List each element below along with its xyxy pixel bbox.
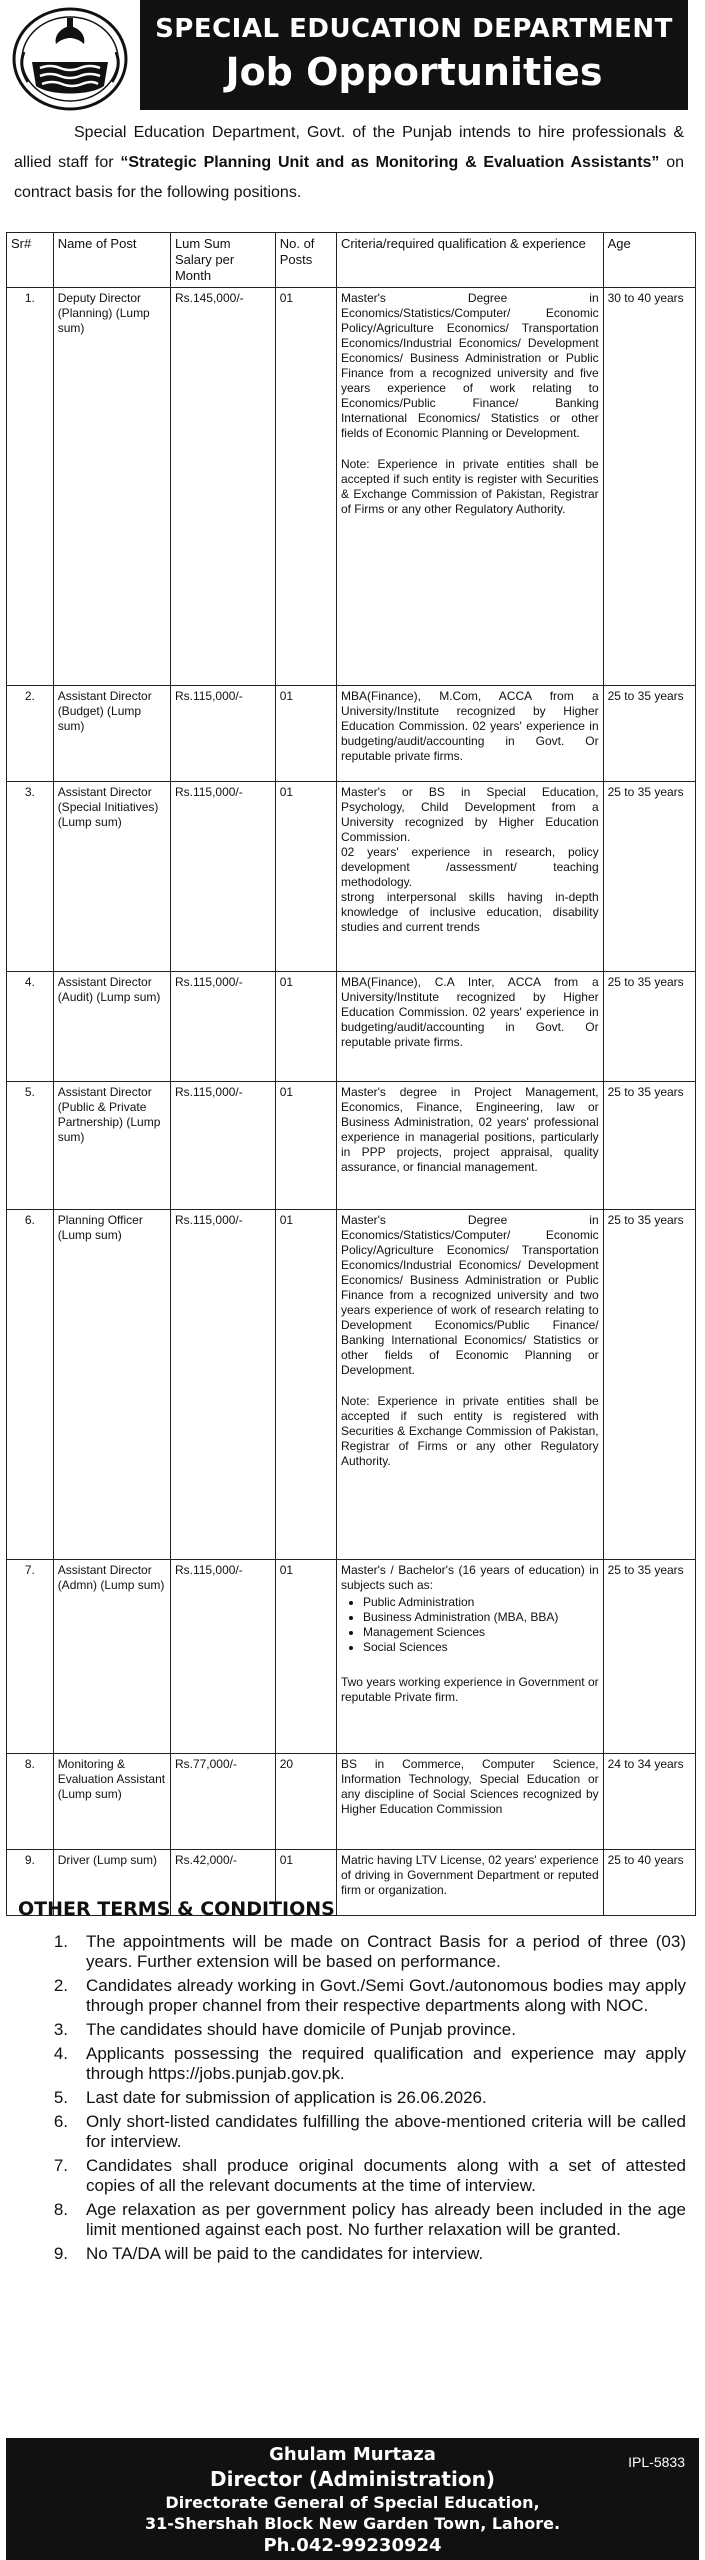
criteria-text: Master's Degree in Economics/Statistics/Computer/ Economic Policy/Agriculture Economics/ Transportation Economics/Industrial Economics/ Development Economics/ Business Administration or Public Finance from a recognized university and two years experience of work of research relating to Development Economics/Public Finance/ Banking International Economics/ Statistics or other fields of Economic Planning or Development. [340,1213,599,1377]
table-row [7,1082,696,1210]
term-text: No TA/DA will be paid to the candidates for interview. [86,2244,484,2263]
row-post-name: Assistant Director (Budget) (Lump sum) [53,686,170,782]
row-sr: 7. [7,1560,54,1754]
row-age: 30 to 40 years [603,288,695,686]
row-age: 25 to 40 years [603,1850,695,1916]
punjab-emblem-logo [10,6,130,112]
term-text: Age relaxation as per government policy has already been included in the age limit mentioned against each post. No further relaxation will be granted. [86,2200,686,2239]
row-criteria [336,1560,603,1754]
phone-number: Ph.042-99230924 [263,2535,442,2556]
row-posts: 01 [275,686,336,782]
table-row [7,972,696,1082]
row-salary: Rs.115,000/- [170,686,275,782]
term-number: 2. [53,1976,68,1995]
col-header-posts: No. of Posts [275,233,336,288]
intro-text-end: on contract basis for the following positions. [14,154,685,201]
signatory-name: Ghulam Murtaza [269,2444,436,2465]
list-item [18,2200,686,2240]
row-criteria: MBA(Finance), M.Com, ACCA from a University/Institute recognized by Higher Education Commission. 02 years' experience in budgeting/audit/accounting in Govt. Or reputable private firms. [336,686,603,782]
ipl-code: IPL-5833 [628,2454,685,2470]
row-age: 24 to 34 years [603,1754,695,1850]
criteria-note: Note: Experience in private entities shall be accepted if such entity is register with Securities & Exchange Commission of Pakistan, Registrar of Firms or any other Regulatory Authority. [340,457,599,516]
subjects-list [363,1595,599,1655]
list-item: • Business Administration (MBA, BBA) [363,1610,599,1625]
row-posts: 01 [275,288,336,686]
col-header-name: Name of Post [53,233,170,288]
col-header-sr: Sr# [7,233,54,288]
row-age: 25 to 35 years [603,782,695,972]
criteria-text: Master's or BS in Special Education, Psychology, Child Development from a University recognized by Higher Education Commission. [340,785,599,844]
row-age: 25 to 35 years [603,972,695,1082]
list-item [18,2088,686,2108]
col-header-salary: Lum Sum Salary per Month [170,233,275,288]
term-text: The candidates should have domicile of Punjab province. [86,2020,516,2039]
list-item [18,2020,686,2040]
row-post-name: Assistant Director (Audit) (Lump sum) [53,972,170,1082]
row-posts: 01 [275,1210,336,1560]
term-number: 4. [53,2044,68,2063]
row-criteria: Matric having LTV License, 02 years' experience of driving in Government Department or reputed firm or organization. [336,1850,603,1916]
criteria-text: Master's / Bachelor's (16 years of education) in subjects such as: [340,1563,599,1592]
row-sr: 1. [7,288,54,686]
term-number: 7. [53,2156,68,2175]
row-post-name: Assistant Director (Special Initiatives) (Lump sum) [53,782,170,972]
term-number: 8. [53,2200,68,2219]
list-item [18,2244,686,2264]
table-row [7,1560,696,1754]
criteria-text-2: 02 years' experience in research, policy development /assessment/ teaching methodology. [340,845,599,889]
term-number: 6. [53,2112,68,2131]
criteria-text: Master's Degree in Economics/Statistics/Computer/ Economic Policy/Agriculture Economics/ Transportation Economics/Industrial Economics/ Development Economics/ Business Administration or Public Finance from a recognized university and five years experience of work relating to Economics/Public Finance/ Banking International Economics/ Statistics or other fields of Economic Planning or Development. [340,291,599,440]
row-posts: 01 [275,1082,336,1210]
row-age: 25 to 35 years [603,1560,695,1754]
row-posts: 20 [275,1754,336,1850]
term-text: Last date for submission of application is 26.06.2026. [86,2088,487,2107]
row-sr: 8. [7,1754,54,1850]
table-header-row [7,233,696,288]
list-item [18,2112,686,2152]
row-sr: 3. [7,782,54,972]
row-posts: 01 [275,1850,336,1916]
list-item [18,1976,686,2016]
list-item: • Management Sciences [363,1625,599,1640]
term-number: 3. [53,2020,68,2039]
row-post-name: Assistant Director (Admn) (Lump sum) [53,1560,170,1754]
term-text: Applicants possessing the required qualification and experience may apply through https://jobs.punjab.gov.pk. [86,2044,686,2083]
col-header-criteria: Criteria/required qualification & experience [336,233,603,288]
row-posts: 01 [275,972,336,1082]
terms-list [18,1932,686,2268]
row-post-name: Driver (Lump sum) [53,1850,170,1916]
table-row [7,288,696,686]
row-post-name: Assistant Director (Public & Private Partnership) (Lump sum) [53,1082,170,1210]
criteria-note: Note: Experience in private entities shall be accepted if such entity is registered with Securities & Exchange Commission of Pakistan, Registrar of Firms or any other Regulatory Authority. [340,1394,599,1468]
header-banner [140,0,688,110]
term-number: 9. [53,2244,68,2263]
row-age: 25 to 35 years [603,1082,695,1210]
row-sr: 4. [7,972,54,1082]
row-criteria [336,782,603,972]
row-sr: 2. [7,686,54,782]
criteria-text-3: strong interpersonal skills having in-depth knowledge of inclusive education, disability studies and current trends [340,890,599,934]
table-row [7,1754,696,1850]
table-row [7,686,696,782]
list-item: • Social Sciences [363,1640,599,1655]
table-row [7,782,696,972]
row-criteria: MBA(Finance), C.A Inter, ACCA from a University/Institute recognized by Higher Education Commission. 02 years' experience in budgeting/audit/accounting in Govt. Or reputable private firms. [336,972,603,1082]
intro-bold-text: “Strategic Planning Unit and as Monitoring & Evaluation Assistants” [120,154,660,171]
term-text: The appointments will be made on Contract Basis for a period of three (03) years. Further extension will be based on performance. [86,1932,686,1971]
signatory-designation: Director (Administration) [210,2467,495,2491]
row-criteria [336,288,603,686]
row-salary: Rs.77,000/- [170,1754,275,1850]
list-item: • Public Administration [363,1595,599,1610]
row-salary: Rs.115,000/- [170,1210,275,1560]
list-item [18,1932,686,1972]
footer-contact-block [6,2438,699,2560]
positions-table [6,232,696,1916]
row-salary: Rs.42,000/- [170,1850,275,1916]
organization-name: Directorate General of Special Education, [165,2493,540,2512]
list-item [18,2044,686,2084]
row-salary: Rs.115,000/- [170,1560,275,1754]
row-salary: Rs.145,000/- [170,288,275,686]
department-title: SPECIAL EDUCATION DEPARTMENT [155,14,673,44]
row-criteria: BS in Commerce, Computer Science, Information Technology, Special Education or any discipline of Social Sciences recognized by Higher Education Commission [336,1754,603,1850]
row-posts: 01 [275,1560,336,1754]
criteria-experience: Two years working experience in Government or reputable Private firm. [340,1675,599,1704]
row-salary: Rs.115,000/- [170,972,275,1082]
term-text: Candidates shall produce original documents along with a set of attested copies of all the relevant documents at the time of interview. [86,2156,686,2195]
intro-paragraph [14,118,684,208]
list-item [18,2156,686,2196]
table-row [7,1210,696,1560]
row-post-name: Monitoring & Evaluation Assistant (Lump sum) [53,1754,170,1850]
term-text: Only short-listed candidates fulfilling the above-mentioned criteria will be called for interview. [86,2112,686,2151]
row-criteria [336,1210,603,1560]
row-age: 25 to 35 years [603,1210,695,1560]
intro-text: Special Education Department, Govt. of the Punjab intends to hire professionals & allied staff for [14,124,684,171]
term-text: Candidates already working in Govt./Semi Govt./autonomous bodies may apply through proper channel from their respective departments along with NOC. [86,1976,686,2015]
row-sr: 6. [7,1210,54,1560]
terms-heading: OTHER TERMS & CONDITIONS [18,1898,335,1920]
col-header-age: Age [603,233,695,288]
term-number: 5. [53,2088,68,2107]
row-post-name: Planning Officer (Lump sum) [53,1210,170,1560]
row-sr: 9. [7,1850,54,1916]
term-number: 1. [53,1932,68,1951]
row-post-name: Deputy Director (Planning) (Lump sum) [53,288,170,686]
row-salary: Rs.115,000/- [170,782,275,972]
row-age: 25 to 35 years [603,686,695,782]
row-salary: Rs.115,000/- [170,1082,275,1210]
row-posts: 01 [275,782,336,972]
row-sr: 5. [7,1082,54,1210]
page-title: Job Opportunities [225,50,603,94]
organization-address: 31-Shershah Block New Garden Town, Lahore. [144,2514,561,2533]
row-criteria: Master's degree in Project Management, Economics, Finance, Engineering, law or Business Administration, 02 years' professional experience in managerial positions, particularly in PPP projects, project appraisal, quality assurance, or financial management. [336,1082,603,1210]
